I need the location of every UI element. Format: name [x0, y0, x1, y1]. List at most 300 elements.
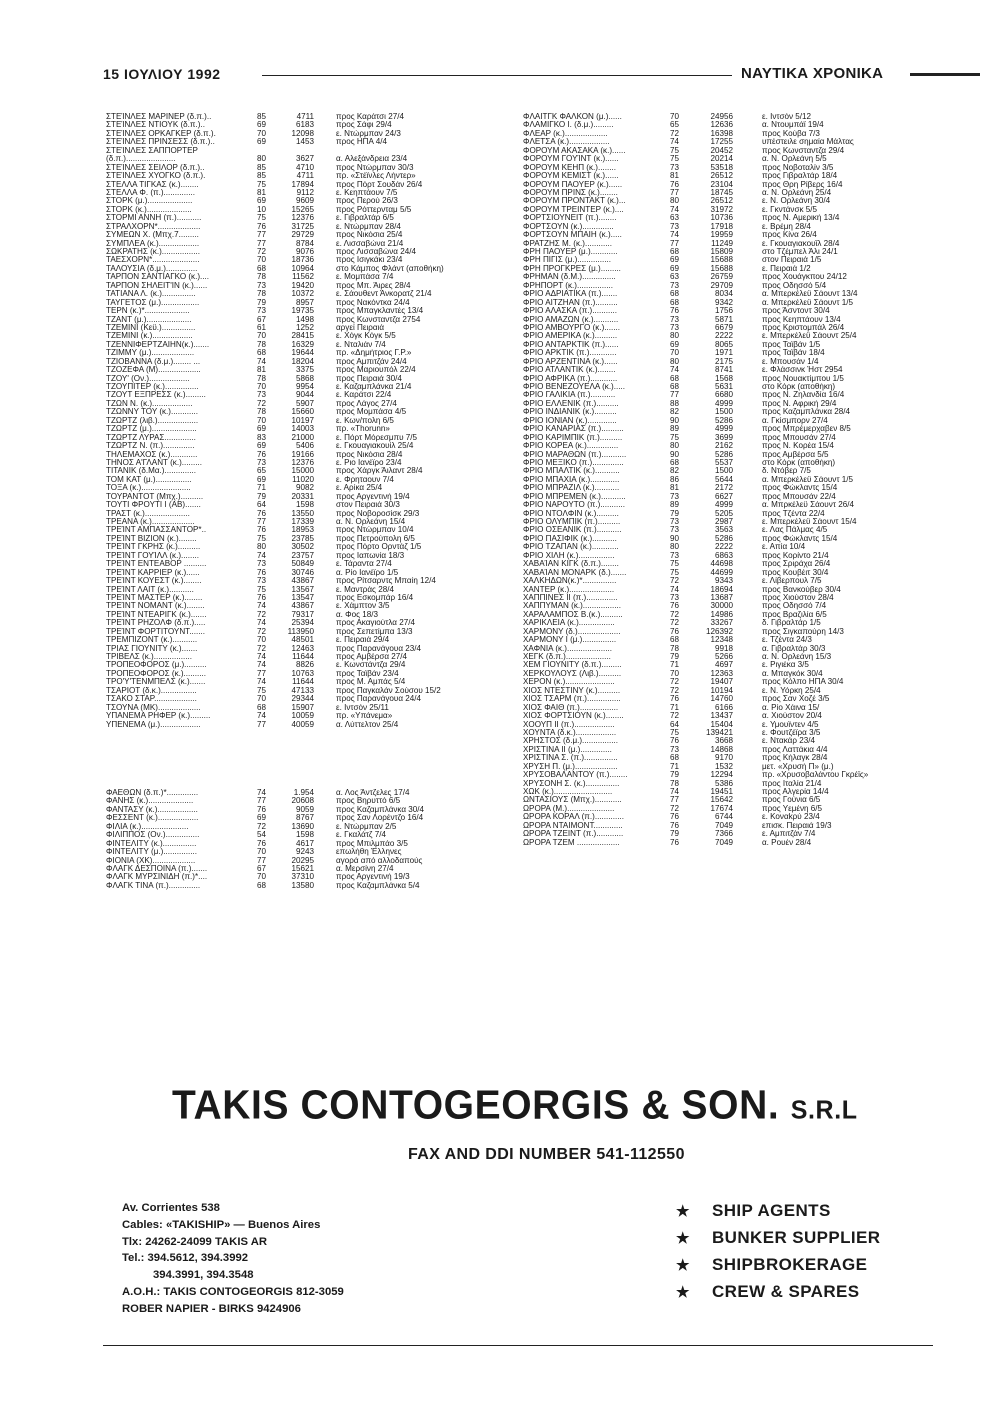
- tonnage: 3699: [714, 433, 733, 442]
- vessel-name: ΤΣΑΚΟ ΣΤΑΡ...................: [106, 695, 197, 704]
- position-note: προς Λάγος 27/4: [336, 399, 397, 408]
- list-item: [106, 206, 511, 214]
- tonnage: 18953: [291, 526, 314, 535]
- position-note: ε. Χόγκ Κόγκ 5/5: [336, 332, 396, 341]
- vessel-name: ΣΤΟΡΜΙ ΑΝΝΗ (π.)...........: [106, 214, 202, 223]
- tonnage: 12376: [291, 458, 314, 467]
- list-item: [523, 164, 930, 172]
- tonnage: 6166: [714, 703, 733, 712]
- position-note: ε. Νταλιάν 7/4: [336, 340, 386, 349]
- tonnage: 20452: [710, 146, 733, 155]
- tonnage: 6183: [295, 121, 314, 130]
- position-note: δ. Ντόβερ 7/5: [762, 467, 811, 476]
- position-note: προς Κορίντο 21/4: [762, 551, 829, 560]
- build-year: 77: [257, 231, 267, 240]
- list-item: [523, 788, 930, 796]
- position-note: α. Ν. Ορλεάνη 15/3: [762, 653, 832, 661]
- vessel-name: ΤΖΩΡΤΖ (μ.)....................: [106, 425, 197, 434]
- position-note: στο Κόρκ (αποθήκη): [762, 383, 836, 391]
- position-note: προς Ρόττερνταμ 5/5: [336, 205, 412, 214]
- vessel-name: ΤΡΕΊΝΤ ΓΟΥΊΛΛ (κ.)........: [106, 551, 200, 560]
- list-item: [523, 189, 930, 197]
- list-item: [106, 882, 511, 890]
- vessel-name: ΤΖΟΥΤ ΕΞΠΡΕΣΣ (κ.).........: [106, 391, 206, 400]
- list-item: [106, 840, 511, 848]
- position-note: προς Λαττάκια 4/4: [762, 745, 828, 754]
- vessel-name: ΩΝΤΑΣΙΟΥΣ (Μπχ.)............: [523, 796, 622, 805]
- build-year: 74: [670, 205, 680, 214]
- position-note: ε. Λας Πάλμας 4/5: [762, 526, 828, 535]
- vessel-name: ΣΥΜΕΩΝ Χ. (Μπχ.7.........: [106, 231, 199, 240]
- vessel-name: ΤΡΕΊΝΤ ΝΤΕΑΡΙΓΚ (κ.).......: [106, 610, 207, 619]
- build-year: 63: [670, 273, 680, 282]
- tonnage: 6863: [714, 551, 733, 560]
- build-year: 79: [670, 509, 680, 518]
- vessel-name: ΦΙΛΙΑ (κ.).....................: [106, 822, 189, 831]
- list-item: [523, 771, 930, 779]
- tonnage: 8767: [295, 814, 314, 823]
- list-item: [106, 518, 511, 526]
- vessel-name: ΦΡΙΟ ΑΔΡΙΑΤΙΚΑ (π.).......: [523, 290, 618, 299]
- vessel-name: ΧΙΟΣ ΤΣΑΡΜ (π.)...............: [523, 695, 621, 704]
- build-year: 72: [670, 577, 680, 586]
- build-year: 61: [257, 323, 267, 332]
- position-note: στο Τζέμπελ Άλι 24/1: [762, 248, 838, 256]
- tonnage: 7366: [714, 830, 733, 839]
- vessel-name: ΦΡΙΟ ΑΜΒΟΥΡΓΟ (κ.).......: [523, 323, 621, 332]
- vessel-name: ΣΤΕΊΝΛΕΣ ΣΑΠΠΟΡΤΕΡ: [106, 146, 198, 155]
- build-year: 80: [257, 155, 267, 164]
- build-year: 80: [670, 197, 680, 206]
- vessel-name: ΧΑΝΤΕΡ (κ.)....................: [523, 585, 615, 594]
- build-year: 72: [670, 129, 680, 138]
- list-item: [106, 721, 511, 729]
- vessel-name: ΤΣΑΡΙΟΤ (δ.κ.)................: [106, 686, 197, 695]
- build-year: 76: [670, 627, 680, 636]
- build-year: 72: [257, 610, 267, 619]
- position-note: ε. Λισσαβώνα 21/4: [336, 239, 404, 248]
- position-note: προς Οδησσό 5/4: [762, 281, 827, 290]
- list-item: [106, 459, 511, 467]
- position-note: α. Ρίο Ιανέϊρο 1/5: [336, 568, 399, 577]
- vessel-name: ΦΡΗ ΠΡΟΓΚΡΕΣ (μ.).........: [523, 264, 621, 273]
- position-note: α. Μπερκέλεϋ Σάουντ 1/5: [762, 475, 854, 484]
- tonnage: 2175: [714, 357, 733, 366]
- position-note: προς Αμπιτζάν 24/4: [336, 357, 407, 366]
- position-note: προς Κωνσταντζα 2754: [336, 315, 421, 324]
- position-note: προς Ταϊβάν 23/4: [336, 669, 399, 678]
- tonnage: 13547: [291, 593, 314, 602]
- tonnage: 4999: [714, 501, 733, 510]
- list-item: [523, 754, 930, 762]
- service-label: CREW & SPARES: [712, 1282, 860, 1301]
- vessel-name: ΦΟΡΤΣΙΟΥΝΕΪΤ (π.)........: [523, 214, 617, 223]
- build-year: 76: [670, 737, 680, 746]
- position-note: στον Πειραιά 1/5: [762, 256, 822, 265]
- list-item: [523, 796, 930, 804]
- position-note: ε. Καζαμπλάνκα 21/4: [336, 383, 412, 391]
- build-year: 73: [670, 518, 680, 526]
- build-year: 77: [257, 239, 267, 248]
- build-year: 73: [670, 163, 680, 172]
- build-year: 73: [670, 593, 680, 602]
- position-note: προς Καζαμπλάνκα 5/4: [336, 881, 420, 890]
- position-note: α. Γκίσμπορν 27/4: [762, 416, 828, 425]
- build-year: 75: [257, 534, 267, 543]
- publication-title: ΝΑΥΤΙΚΑ ΧΡΟΝΙΚΑ: [741, 65, 884, 82]
- position-note: α. Αλεξάνδρεια 23/4: [336, 155, 408, 164]
- vessel-name: ΤΙΤΑΝΙΚ (δ.Μα.)..............: [106, 467, 196, 476]
- star-icon: ★: [676, 1257, 690, 1274]
- build-year: 73: [670, 222, 680, 231]
- vessel-name: ΤΖΩΡΤΖ Ν. (π.)..............: [106, 442, 195, 451]
- list-item: [523, 113, 930, 121]
- tonnage: 3668: [714, 737, 733, 746]
- tonnage: 9343: [714, 577, 733, 586]
- build-year: 79: [670, 653, 680, 661]
- list-item: [106, 265, 511, 273]
- vessel-name: ΦΡΙΟ ΜΑΡΑΘΩΝ (π.)...........: [523, 450, 627, 459]
- position-note: πρ. «Στέϊνλες Λήντερ»: [336, 172, 416, 181]
- build-year: 77: [257, 669, 267, 678]
- list-item: [106, 299, 511, 307]
- tonnage: 8826: [295, 661, 314, 670]
- build-year: 74: [257, 678, 267, 687]
- tonnage: 25394: [291, 619, 314, 628]
- tonnage: 6627: [714, 492, 733, 501]
- list-item: [523, 467, 930, 475]
- tonnage: 7049: [714, 838, 733, 847]
- vessel-name: ΧΑΡΜΟΝΥ (δ.)...................: [523, 627, 621, 636]
- position-note: προς Πόρτο Ορντάζ 1/5: [336, 543, 422, 552]
- tonnage: 15621: [291, 864, 314, 873]
- list-item: [106, 425, 511, 433]
- position-note: προς Χουάγκπου 24/12: [762, 273, 847, 282]
- position-note: α. Ρουέν 28/4: [762, 838, 812, 847]
- list-item: [523, 678, 930, 686]
- vessel-name: ΦΙΝΤΕΛΙΤΥ (μ.)...............: [106, 848, 198, 857]
- build-year: 70: [257, 848, 267, 857]
- list-item: [106, 316, 511, 324]
- tonnage: 5907: [295, 399, 314, 408]
- list-item: [106, 653, 511, 661]
- vessel-name: ΧΙΟΣ ΝΤΕΣΤΙΝΥ (κ.)..........: [523, 686, 621, 695]
- position-note: ε. Πόρτ Μόρεσμπυ 7/5: [336, 433, 418, 442]
- position-note: προς Κουβέιτ 30/4: [762, 568, 829, 577]
- build-year: 73: [257, 560, 267, 569]
- tonnage: 12636: [710, 121, 733, 130]
- build-year: 78: [257, 273, 267, 282]
- position-note: ε. Μπερκέλεϋ Σάουντ 25/4: [762, 332, 857, 341]
- tonnage: 31725: [291, 222, 314, 231]
- service-label: SHIPBROKERAGE: [712, 1255, 868, 1274]
- build-year: 73: [670, 492, 680, 501]
- tonnage: 26512: [710, 172, 733, 181]
- list-item: [523, 349, 930, 357]
- position-note: προς Πειραιά 30/4: [336, 374, 402, 383]
- tonnage: 9342: [714, 298, 733, 307]
- tonnage: 11020: [292, 475, 314, 484]
- build-year: 76: [257, 450, 267, 459]
- vessel-name: ΣΤΕΊΝΛΕΣ ΧΥΟΓΚΟ (δ.π.).: [106, 172, 206, 181]
- build-year: 71: [670, 703, 680, 712]
- vessel-name: ΤΡΕΊΝΤ ΑΜΠΑΣΣΑΝΤΟΡ*..: [106, 526, 207, 535]
- position-note: α. Γιβραλτάρ 30/3: [762, 644, 826, 653]
- tonnage: 5205: [714, 509, 733, 518]
- build-year: 80: [257, 543, 267, 552]
- vessel-name: ΧΡΗΣΤΟΣ (δ.μ.)................: [523, 737, 619, 746]
- list-item: [106, 391, 511, 399]
- list-item: [523, 737, 930, 745]
- build-year: 80: [670, 543, 680, 552]
- position-note: προς Φώκλαντς 15/4: [762, 484, 838, 493]
- list-item: [523, 476, 930, 484]
- list-item: [106, 113, 511, 121]
- build-year: 75: [257, 214, 267, 223]
- build-year: 67: [257, 315, 267, 324]
- build-year: 79: [257, 298, 267, 307]
- vessel-name: ΦΡΙΟ ΤΖΑΠΑΝ (κ.)............: [523, 543, 619, 552]
- vessel-name: ΦΡΗ ΠΑΟΥΕΡ (μ.)............: [523, 248, 618, 256]
- build-year: 70: [257, 873, 267, 882]
- vessel-name: ΦΟΡΟΥΜ ΑΚΑΣΑΚΑ (κ.)......: [523, 146, 626, 155]
- build-year: 74: [257, 712, 267, 721]
- position-note: προς ΗΠΑ 4/4: [336, 138, 387, 147]
- position-note: ε. Γκουαγιακουΐλ 28/4: [762, 239, 840, 248]
- issue-date: 15 ΙΟΥΛΙΟΥ 1992: [103, 66, 221, 82]
- list-item: [523, 391, 930, 399]
- build-year: 77: [257, 856, 267, 865]
- build-year: 77: [670, 239, 680, 248]
- list-item: [106, 670, 511, 678]
- build-year: 78: [670, 779, 680, 788]
- tonnage: 8784: [295, 239, 314, 248]
- position-note: προς Ισιγκάκι 23/4: [336, 256, 403, 265]
- tonnage: 18204: [291, 357, 314, 366]
- tonnage: 20331: [291, 492, 314, 501]
- build-year: 73: [670, 281, 680, 290]
- vessel-name: ΤΡΕΊΝΤ ΓΚΡΗΣ (κ.)..........: [106, 543, 201, 552]
- vessel-name: ΤΑΡΠΟΝ ΣΗΛΕΪΤ'ΙΝ (κ.)......: [106, 281, 208, 290]
- vessel-name: ΧΑΛΚΗΔΩΝ(κ.)*...............: [523, 577, 617, 586]
- list-item: [523, 341, 930, 349]
- position-note: προς Μπ. Άιρες 28/4: [336, 281, 411, 290]
- position-note: προς Πόρτ Σουδάν 26/4: [336, 180, 423, 189]
- vessel-name: ΩΡΟΡΑ ΝΤΑΪΜΟΝΤ.............: [523, 821, 623, 830]
- vessel-name: ΩΡΟΡΑ ΤΖΕΜ ...................: [523, 838, 620, 847]
- position-note: μετ. «Χρυσή Π» (μ.): [762, 762, 834, 771]
- vessel-name: ΦΟΡΟΥΜ ΚΕΜΙΣΤ (κ.)......: [523, 172, 619, 181]
- position-note: προς Σάφι 29/4: [336, 121, 392, 130]
- header-rule: [262, 75, 732, 76]
- tonnage: 13550: [291, 509, 314, 518]
- build-year: 74: [670, 138, 680, 147]
- vessel-name: ΦΡΙΟ ΝΤΟΛΦΙΝ (κ.)..........: [523, 509, 619, 518]
- build-year: 74: [670, 788, 680, 796]
- list-item: [106, 552, 511, 560]
- list-item: [523, 661, 930, 669]
- tonnage: 11249: [711, 239, 733, 248]
- position-note: α. Ρίο Χάινα 15/: [762, 703, 820, 712]
- build-year: 75: [257, 180, 267, 189]
- position-note: προς Μπρέμερχαβεν 8/5: [762, 425, 851, 434]
- position-note: προς Παρανάγουα 23/4: [336, 644, 422, 653]
- build-year: 82: [670, 408, 680, 417]
- vessel-name: ΤΖΕΜΙΝΙ (κ.)..................: [106, 332, 193, 341]
- list-item: [523, 510, 930, 518]
- list-item: [106, 560, 511, 568]
- list-item: [523, 206, 930, 214]
- tonnage: 13567: [291, 585, 314, 594]
- tonnage: 1971: [714, 349, 733, 358]
- build-year: 75: [257, 686, 267, 695]
- tonnage: 2222: [714, 332, 733, 341]
- tonnage: 12463: [291, 644, 314, 653]
- tonnage: 19420: [291, 281, 314, 290]
- position-note: α. Μπερκέλεϋ Σάουντ 1/5: [762, 298, 854, 307]
- list-item: [523, 687, 930, 695]
- list-item: [523, 611, 930, 619]
- position-note: προς Μ. Αμπάς 5/4: [336, 678, 406, 687]
- position-note: προς Παγκαλάν Σούσου 15/2: [336, 686, 441, 695]
- list-item: [523, 358, 930, 366]
- build-year: 75: [670, 146, 680, 155]
- build-year: 76: [670, 821, 680, 830]
- vessel-name: ΦΙΟΝΙΑ (ΧΚ)...................: [106, 856, 196, 865]
- position-note: ε. Κωνστάντζα 29/4: [336, 661, 406, 670]
- ship-list-left-lower: [106, 789, 511, 890]
- position-note: α. Μερσίνη 27/4: [336, 864, 394, 873]
- list-item: [106, 857, 511, 865]
- list-item: [106, 451, 511, 459]
- build-year: 68: [257, 349, 267, 358]
- build-year: 83: [257, 433, 267, 442]
- build-year: 78: [257, 340, 267, 349]
- build-year: 71: [670, 661, 680, 670]
- list-item: [523, 560, 930, 568]
- build-year: 68: [670, 290, 680, 299]
- build-year: 75: [257, 585, 267, 594]
- vessel-name: ΦΡΙΟ ΝΑΡΟΥΤΟ (π.)...........: [523, 501, 626, 510]
- tonnage: 1500: [714, 467, 733, 476]
- list-item: [106, 332, 511, 340]
- position-note: α. Ν. Ορλεάνη 5/5: [762, 155, 827, 164]
- list-item: [523, 181, 930, 189]
- tonnage: 50849: [291, 560, 314, 569]
- tonnage: 4999: [714, 425, 733, 434]
- list-item: [523, 366, 930, 374]
- vessel-name: ΤΖΩΝ Ν. (κ.)..................: [106, 399, 193, 408]
- list-item: [106, 358, 511, 366]
- build-year: 90: [670, 534, 680, 543]
- build-year: 65: [670, 121, 680, 130]
- list-item: [523, 704, 930, 712]
- build-year: 76: [257, 222, 267, 231]
- build-year: 73: [670, 315, 680, 324]
- list-item: [523, 493, 930, 501]
- tonnage: 12363: [710, 669, 733, 678]
- position-note: προς Κριστομπάλ 26/4: [762, 323, 845, 332]
- list-item: [523, 273, 930, 281]
- vessel-name: ΩΡΟΡΑ (Μ.).....................: [523, 804, 615, 813]
- position-note: προς Κόλπο ΗΠΑ 30/4: [762, 678, 844, 687]
- position-note: α. Ν. Ορλεάνη 15/4: [336, 518, 406, 526]
- list-item: [106, 569, 511, 577]
- vessel-name: ΦΡΙΟ ΑΜΕΡΙΚΑ (κ.)..........: [523, 332, 618, 341]
- tonnage: 5266: [714, 653, 733, 661]
- tonnage: 1598: [295, 831, 314, 840]
- build-year: 89: [670, 501, 680, 510]
- position-note: προς Αλγερία 14/4: [762, 788, 829, 796]
- build-year: 78: [670, 644, 680, 653]
- tonnage: 15688: [710, 256, 733, 265]
- tonnage: 12098: [291, 129, 314, 138]
- tonnage: 19735: [291, 307, 314, 316]
- tonnage: 10194: [710, 686, 733, 695]
- position-note: προς Χάργκ Άιλαντ 28/4: [336, 467, 423, 476]
- list-item: [523, 670, 930, 678]
- build-year: 70: [257, 332, 267, 341]
- tonnage: 15688: [710, 264, 733, 273]
- tonnage: 14003: [291, 425, 314, 434]
- build-year: 69: [257, 475, 267, 484]
- list-item: [523, 619, 930, 627]
- build-year: 73: [257, 281, 267, 290]
- build-year: 77: [257, 720, 267, 729]
- list-item: [523, 417, 930, 425]
- build-year: 70: [257, 256, 267, 265]
- build-year: 80: [670, 442, 680, 451]
- tonnage: 37310: [291, 873, 314, 882]
- list-item: [523, 451, 930, 459]
- position-note: ε. Φρηταουν 7/4: [336, 475, 394, 484]
- vessel-name: ΣΤΟΡΚ (κ.)....................: [106, 205, 192, 214]
- tonnage: 15265: [291, 205, 314, 214]
- build-year: 70: [257, 129, 267, 138]
- tonnage: 1532: [714, 762, 733, 771]
- build-year: 74: [257, 357, 267, 366]
- vessel-name: ΦΑΝΗΣ (κ.)....................: [106, 797, 194, 806]
- build-year: 72: [257, 399, 267, 408]
- position-note: ε. Ντώρμπαν 2/5: [336, 822, 397, 831]
- position-note: ε. Αμπιτζάν 7/4: [762, 830, 816, 839]
- tonnage: 18694: [710, 585, 733, 594]
- vessel-name: ΦΡΙΟ ΧΙΛΗ (κ.)................: [523, 551, 615, 560]
- position-note: ε. Λίβερπουλ 7/5: [762, 577, 822, 586]
- list-item: [106, 282, 511, 290]
- list-item: [106, 223, 511, 231]
- list-item: [523, 805, 930, 813]
- tonnage: 19407: [710, 678, 733, 687]
- vessel-name: ΦΟΡΟΥΜ ΠΡΟΝΤΑΚΤ (κ.)...: [523, 197, 626, 206]
- vessel-name: ΤΑΕΣΧΟΡΝ*.....................: [106, 256, 200, 265]
- position-note: προς Μπιλμπάο 3/5: [336, 839, 408, 848]
- position-note: προς Μομπάσα 4/5: [336, 408, 407, 417]
- list-item: [523, 526, 930, 534]
- vessel-name: ΧΕΡΚΟΥΛΟΥΣ (Λιβ.)..........: [523, 669, 622, 678]
- list-item: [523, 780, 930, 788]
- ad-company-suffix: S.R.L: [790, 1095, 858, 1125]
- ad-telex: Tlx: 24262-24099 TAKIS AR: [122, 1235, 268, 1248]
- position-note: πρ. «Δημήτριος Γ.Ρ.»: [336, 349, 412, 358]
- build-year: 75: [670, 433, 680, 442]
- tonnage: 5386: [714, 779, 733, 788]
- position-note: ε. Γιβραλτάρ 6/5: [336, 214, 394, 223]
- build-year: 79: [670, 830, 680, 839]
- list-item: [523, 729, 930, 737]
- tonnage: 20608: [291, 797, 314, 806]
- build-year: 74: [670, 231, 680, 240]
